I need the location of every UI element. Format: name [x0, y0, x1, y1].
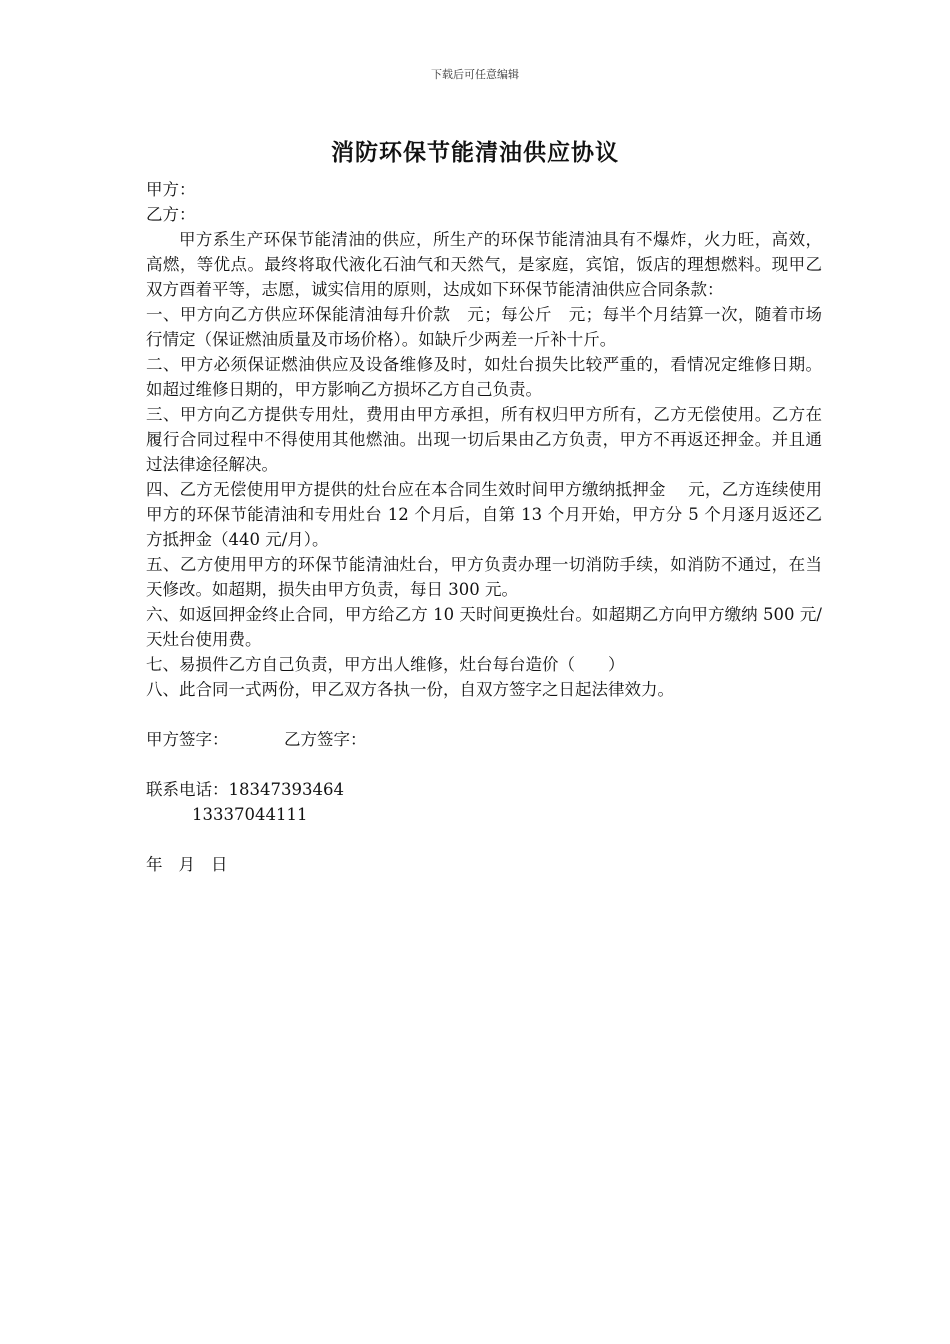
document-title: 消防环保节能清油供应协议: [331, 139, 619, 166]
contact-label: 联系电话：: [146, 780, 229, 799]
phone-number-1: 18347393464: [228, 780, 344, 799]
date-day: 日: [211, 855, 228, 874]
party-b-line: 乙方：: [146, 205, 196, 224]
clause-5: 五、乙方使用甲方的环保节能清油灶台，甲方负责办理一切消防手续，如消防不通过，在当天修改。如超期，损失由甲方负责，每日 300 元。: [146, 555, 822, 599]
date-line: [146, 852, 822, 877]
party-a-signature-label: 甲方签字：: [146, 730, 229, 749]
clause-3: 三、甲方向乙方提供专用灶，费用由甲方承担，所有权归甲方所有，乙方无偿使用。乙方在履行合同过程中不得使用其他燃油。出现一切后果由乙方负责，甲方不再返还押金。并且通过法律途径解决。: [146, 405, 822, 474]
clause-2: 二、甲方必须保证燃油供应及设备维修及时，如灶台损失比较严重的，看情况定维修日期。如超过维修日期的，甲方影响乙方损坏乙方自己负责。: [146, 355, 822, 399]
contact-line: [146, 777, 822, 802]
document-body: [146, 177, 822, 877]
clause-4: 四、乙方无偿使用甲方提供的灶台应在本合同生效时间甲方缴纳抵押金 元，乙方连续使用甲方的环保节能清油和专用灶台 12 个月后，自第 13 个月开始，甲方分 5 个月逐月返还乙方抵押金（440 元/月）。: [146, 480, 822, 549]
clause-6: 六、如返回押金终止合同，甲方给乙方 10 天时间更换灶台。如超期乙方向甲方缴纳 500 元/天灶台使用费。: [146, 605, 822, 649]
spacer: [146, 752, 822, 777]
spacer: [146, 827, 822, 852]
party-b-signature-label: 乙方签字：: [284, 730, 367, 749]
party-a-line: 甲方：: [146, 180, 196, 199]
intro-paragraph: 甲方系生产环保节能清油的供应，所生产的环保节能清油具有不爆炸，火力旺，高效，高燃，等优点。最终将取代液化石油气和天然气，是家庭，宾馆，饭店的理想燃料。现甲乙双方酉着平等，志愿，诚实信用的原则，达成如下环保节能清油供应合同条款：: [146, 230, 822, 299]
clause-1: 一、甲方向乙方供应环保能清油每升价款 元；每公斤 元；每半个月结算一次，随着市场行情定（保证燃油质量及市场价格）。如缺斤少两差一斤补十斤。: [146, 305, 822, 349]
clause-7: 七、易损件乙方自己负责，甲方出人维修，灶台每台造价（ ）: [146, 655, 625, 674]
header-note: 下载后可任意编辑: [431, 68, 519, 81]
clause-8: 八、此合同一式两份，甲乙双方各执一份，自双方签字之日起法律效力。: [146, 680, 674, 699]
date-year: 年: [146, 855, 163, 874]
spacer: [146, 702, 822, 727]
phone-number-2: 13337044111: [192, 805, 308, 824]
date-month: 月: [178, 855, 195, 874]
signature-row: [146, 727, 822, 752]
